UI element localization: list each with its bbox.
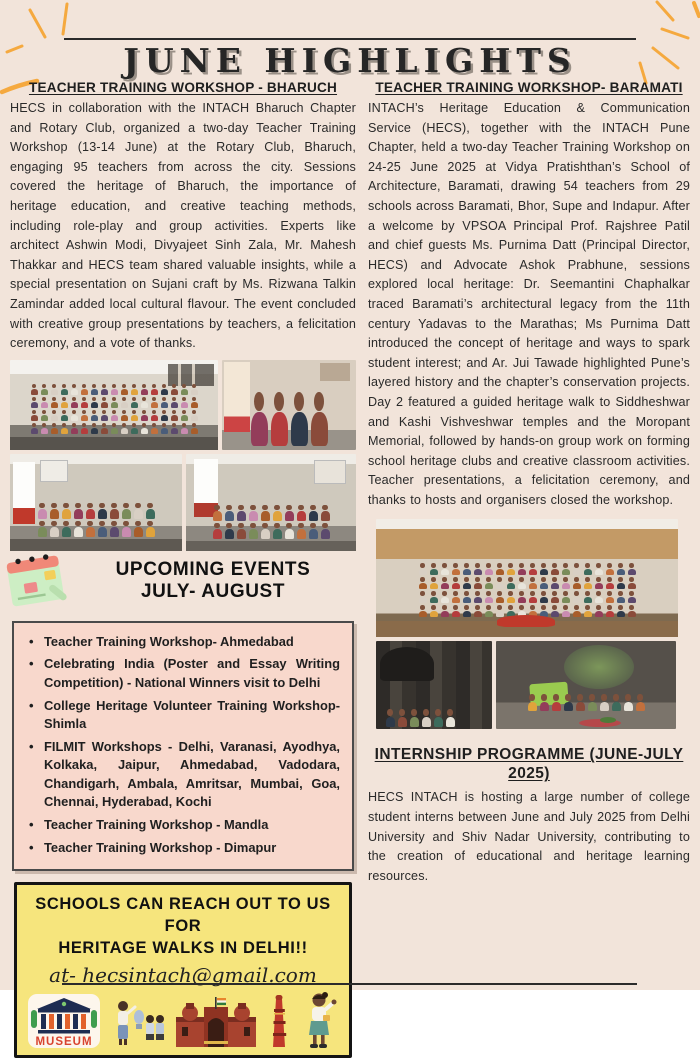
baramati-temple-walk-photo [376,641,492,729]
contact-email-text: at- hecsintach@gmail.com [49,963,317,988]
event-item: • FILMIT Workshops - Delhi, Varanasi, Ayodhya, Kolkaka, Jaipur, Ahmedabad, Vadodara, Chandigarh, Ambala, Amritsar, Mumbai, Goa, Chennai, Hyderabad, Kochi [44,738,340,812]
event-item: • Teacher Training Workshop- Ahmedabad [44,633,340,652]
bharuch-audience-photo [10,360,218,450]
bharuch-group-photo [186,454,356,551]
museum-icon [27,993,101,1049]
bharuch-section-heading: TEACHER TRAINING WORKSHOP - BHARUCH [28,80,338,95]
heritage-illustrations-row [23,987,343,1049]
event-item: • Celebrating India (Poster and Essay Writing Competition) - National Winners visit to Delhi [44,655,340,692]
header-divider [64,38,636,40]
bharuch-awards-photo [222,360,356,450]
page-title: JUNE HIGHLIGHTS [123,41,577,80]
qutub-minar-icon [269,993,289,1049]
internship-section-heading: INTERNSHIP PROGRAMME (JUNE-JULY 2025) [374,746,684,783]
internship-section-body: HECS INTACH is hosting a large number of college student interns between June and July 2025 from Delhi University and Shiv Nadar University, contributing to the creation of educational and heritage learning resources. [368,790,690,883]
event-item: • College Heritage Volunteer Training Workshop- Shimla [44,697,340,734]
guide-with-kids-icon [112,997,164,1049]
upcoming-events-header [10,559,356,615]
upcoming-events-list [44,633,340,858]
calendar-icon [4,549,66,614]
bharuch-section-body: HECS in collaboration with the INTACH Bharuch Chapter and Rotary Club, organized a two-day Teacher Training Workshop (13-14 June) at the Rotary Club, Bharuch, engaging 95 teachers from across the city. Sessions covered the heritage of Bharuch, the importance of heritage education, and creative teaching methods, including role-play and group activities. Experts like architect Ashwin Modi, Divyajeet Sinh Zala, Mr. Mahesh Thakkar and HECS team shared valuable insights, while a special presentation on Sujani craft by Ms. Rizwana Talkin Zamindar added local cultural flavour. The event concluded with creative group presentations by teachers, a felicitation ceremony, and a vote of thanks. [10,101,356,351]
upcoming-events-box [12,621,354,872]
event-item: • Teacher Training Workshop - Mandla [44,816,340,835]
baramati-photo-collage [368,519,690,729]
baramati-section-body: INTACH’s Heritage Education & Communication Service (HECS), together with the INTACH Pune Chapter, held a two-day Teacher Training Workshop on 24-25 June 2025 at Vidya Pratishthan’s School of Architecture, Baramati, drawing 54 teachers from 29 schools across Baramati, Bhor, Supe and Indapur. After a welcome by VPSOA Principal Prof. Rajshree Patil and chief guests Ms. Purnima Datt (Principal Director, HECS) and Advocate Ashok Prabhune, sessions explored local heritage: Dr. Seemantini Chaphalkar traced Baramati’s architectural legacy from the 11th century Yadavas to the Marathas; Ms Purnima Datt introduced the concept of heritage and ways to spark student interest; and Ar. Jui Tawade highlighted Pune’s layered history and the chapter’s conservation projects. Day 2 featured a guided heritage walk to Siddheshwar and Kashi Vishveshwar temples and the Moropant Memorial, followed by hands-on group work on forming school heritage clubs and creative classroom activities. Teacher presentations, a felicitation ceremony, and thanks to hosts and organisers closed the workshop. [368,101,690,507]
red-fort-icon [174,997,258,1049]
school-girl-icon [299,991,339,1049]
baramati-stage-photo [496,641,676,729]
baramati-group-photo [376,519,678,637]
bharuch-photo-collage [10,360,356,551]
upcoming-events-title: UPCOMING EVENTS JULY- AUGUST [115,558,311,602]
svg-text:MUSEUM: MUSEUM [35,1036,93,1049]
left-column [10,80,356,1058]
outreach-heading-line1: SCHOOLS CAN REACH OUT TO US FOR [35,895,331,936]
right-column [368,80,690,886]
baramati-section-heading: TEACHER TRAINING WORKSHOP- BARAMATI [375,80,683,95]
outreach-heading-line2: HERITAGE WALKS IN DELHI!! [58,939,308,958]
outreach-banner [14,882,352,1058]
bharuch-presentation-photo [10,454,182,551]
event-item: • Teacher Training Workshop - Dimapur [44,839,340,858]
footer-divider [62,983,637,985]
